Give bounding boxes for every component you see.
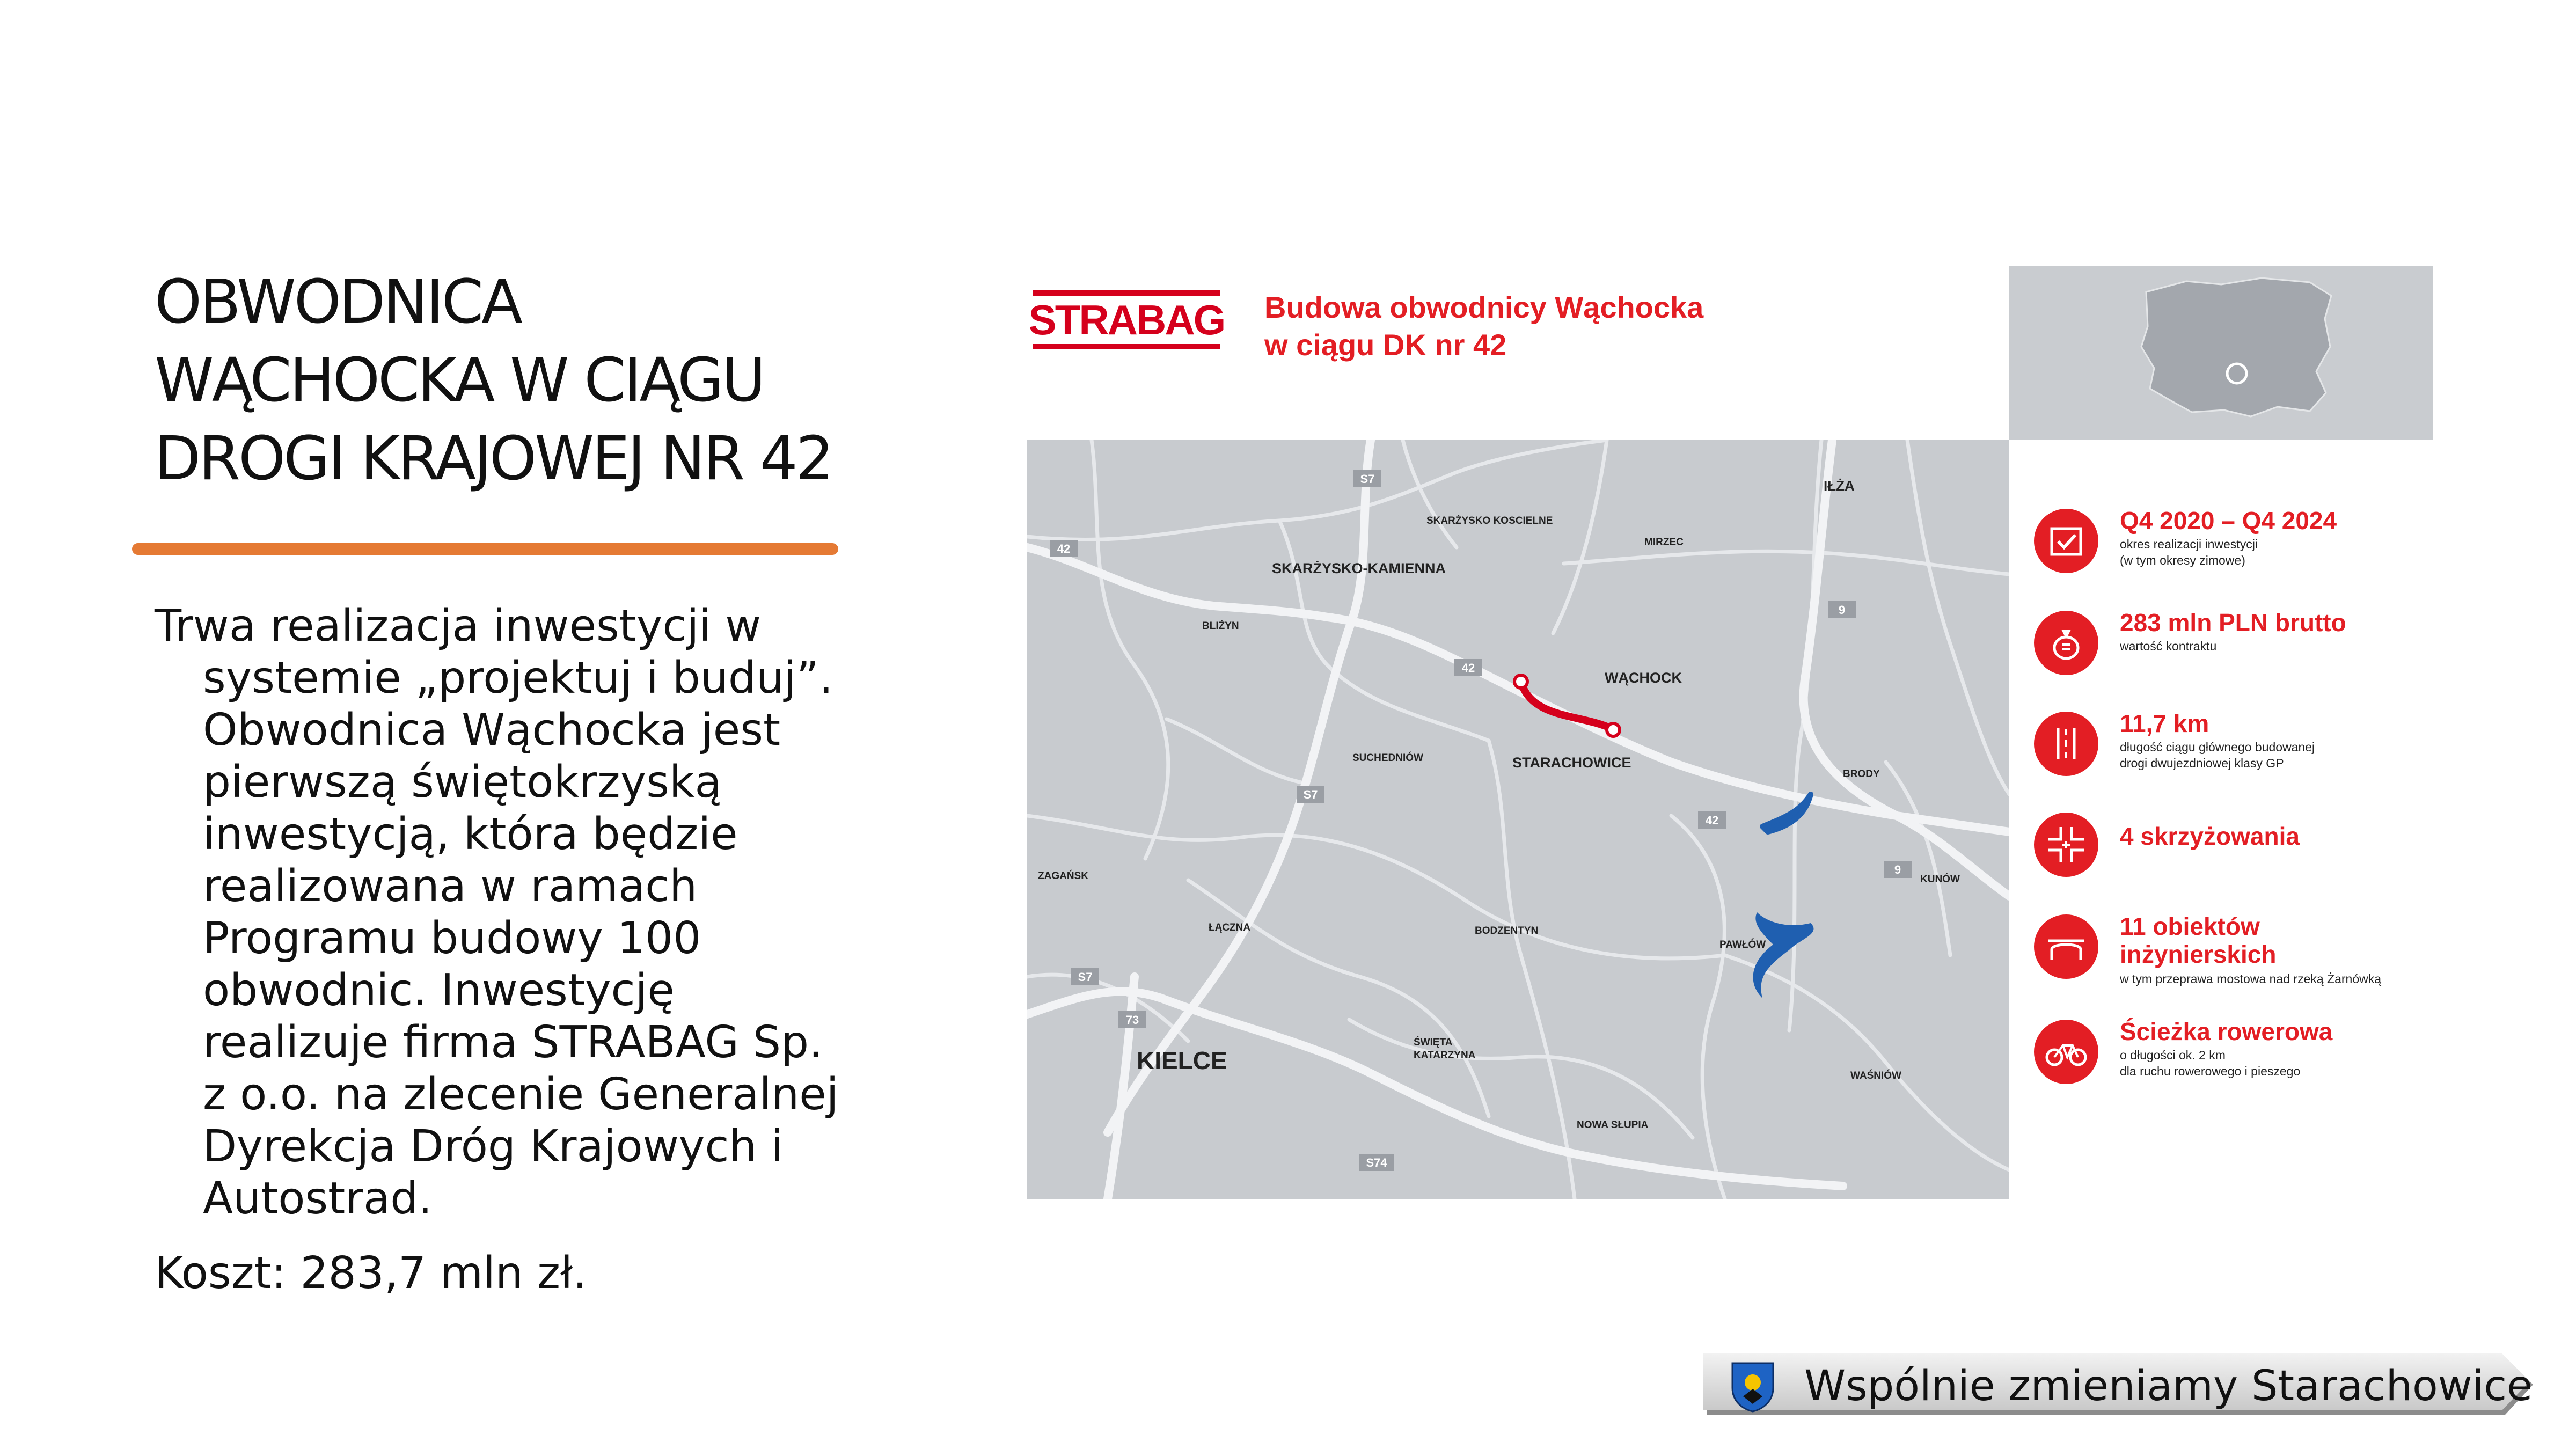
place-wasniow: WAŚNIÓW (1850, 1070, 1901, 1081)
stat-contract-value-value: 283 mln PLN brutto (2120, 609, 2346, 636)
infographic-title-line-2: w ciągu DK nr 42 (1264, 328, 1507, 362)
stat-length-sub-2: drogi dwujezdniowej klasy GP (2120, 756, 2284, 770)
road-label-42-right: 42 (1705, 814, 1719, 827)
infographic-title-line-1: Budowa obwodnicy Wąchocka (1264, 290, 1704, 324)
poland-locator-map (2009, 266, 2433, 440)
stat-contract-value (2009, 601, 2433, 687)
place-starachowice: STARACHOWICE (1512, 755, 1631, 771)
cost-line: Koszt: 283,7 mln zł. (155, 1248, 587, 1299)
stat-bike-path-sub-2: dla ruchu rowerowego i pieszego (2120, 1064, 2301, 1078)
stat-engineering-objects-value (2120, 912, 2431, 968)
place-brody: BRODY (1843, 769, 1880, 780)
calendar-check-icon (2034, 509, 2098, 573)
place-zagansk: ZAGAŃSK (1038, 870, 1088, 882)
stat-length (2009, 702, 2433, 788)
money-bag-icon (2034, 611, 2098, 675)
road-icon (2034, 712, 2098, 776)
map-roads (1027, 440, 2009, 1199)
stat-length-sub-1: długość ciągu głównego budowanej (2120, 740, 2315, 754)
place-mirzec: MIRZEC (1644, 537, 1684, 548)
place-bodzentyn: BODZENTYN (1475, 925, 1539, 936)
stat-schedule-value: Q4 2020 – Q4 2024 (2120, 507, 2337, 535)
place-swieta-line-1: ŚWIĘTA (1414, 1037, 1453, 1048)
road-label-9-bottom: 9 (1894, 863, 1901, 876)
title-line-2: WĄCHOCKA W CIĄGU (155, 346, 764, 415)
title-accent-bar (132, 543, 838, 555)
place-skarzysko-kamienna: SKARŻYSKO-KAMIENNA (1272, 560, 1446, 576)
infographic-title (1264, 289, 1747, 364)
stat-engineering-objects (2009, 905, 2433, 991)
bridge-icon (2034, 914, 2098, 979)
body-text (155, 600, 852, 1299)
stat-contract-value-sub: wartość kontraktu (2120, 639, 2217, 653)
place-kielce: KIELCE (1137, 1046, 1227, 1074)
road-label-s7-top: S7 (1360, 472, 1375, 486)
infographic (1027, 266, 2433, 1199)
road-label-s7-bottom: S7 (1078, 970, 1093, 984)
poland-outline-icon (2009, 266, 2433, 440)
stats-panel (2009, 440, 2433, 1199)
footer-badge-text: Wspólnie zmieniamy Starachowice (1804, 1362, 2533, 1410)
bicycle-icon (2034, 1020, 2098, 1084)
strabag-logo: STRABAG (1033, 290, 1220, 349)
stat-engineering-objects-line-2: inżynierskich (2120, 940, 2277, 968)
road-label-9-top: 9 (1838, 603, 1846, 617)
stat-length-value: 11,7 km (2120, 709, 2209, 737)
region-map (1027, 440, 2009, 1199)
stat-intersections-value: 4 skrzyżowania (2120, 822, 2300, 850)
place-blizyn: BLIŻYN (1202, 620, 1239, 632)
place-ilza: IŁŻA (1824, 478, 1855, 494)
place-swieta-line-2: KATARZYNA (1414, 1050, 1476, 1061)
stat-bike-path (2009, 1010, 2433, 1096)
stat-bike-path-value: Ścieżka rowerowa (2120, 1018, 2333, 1045)
title-line-1: OBWODNICA (155, 267, 521, 337)
title-line-3: DROGI KRAJOWEJ NR 42 (155, 424, 832, 494)
footer-badge (1701, 1351, 2538, 1416)
stat-engineering-objects-line-1: 11 obiektów (2120, 912, 2260, 940)
coat-of-arms-icon (1730, 1361, 1775, 1413)
place-wachock: WĄCHOCK (1605, 670, 1682, 686)
stat-schedule-sub-1: okres realizacji inwestycji (2120, 537, 2258, 551)
place-laczna: ŁĄCZNA (1209, 922, 1251, 933)
road-label-s74: S74 (1366, 1156, 1387, 1169)
place-nowa-slupia: NOWA SŁUPIA (1577, 1119, 1649, 1131)
body-paragraph: Trwa realizacja inwestycji w systemie „projektuj i buduj”. Obwodnica Wąchocka jest pierwszą świętokrzyską inwestycją, która będzie realizowana w ramach Programu budowy 100 obwodnic. Inwestycję realizuje firma STRABAG Sp. z o.o. na zlecenie Generalnej Dyrekcja Dróg Krajowych i Autostrad. (155, 601, 839, 1224)
stat-schedule-sub-2: (w tym okresy zimowe) (2120, 553, 2245, 567)
stat-engineering-objects-sub: w tym przeprawa mostowa nad rzeką Żarnówką (2120, 972, 2382, 986)
road-label-s7-mid: S7 (1303, 788, 1318, 801)
road-label-42-left: 42 (1057, 542, 1071, 555)
stat-intersections (2009, 803, 2433, 889)
stat-schedule (2009, 499, 2433, 585)
place-pawlow: PAWŁÓW (1719, 939, 1766, 950)
road-label-42-mid: 42 (1461, 661, 1475, 675)
stat-bike-path-sub-1: o długości ok. 2 km (2120, 1048, 2226, 1062)
place-suchedniow: SUCHEDNIÓW (1352, 752, 1423, 764)
place-skarzysko-koscielne: SKARŻYSKO KOSCIELNE (1426, 515, 1553, 526)
slide-title (155, 263, 863, 498)
intersection-icon (2034, 813, 2098, 877)
road-label-73: 73 (1125, 1013, 1139, 1027)
place-kunow: KUNÓW (1920, 874, 1960, 885)
